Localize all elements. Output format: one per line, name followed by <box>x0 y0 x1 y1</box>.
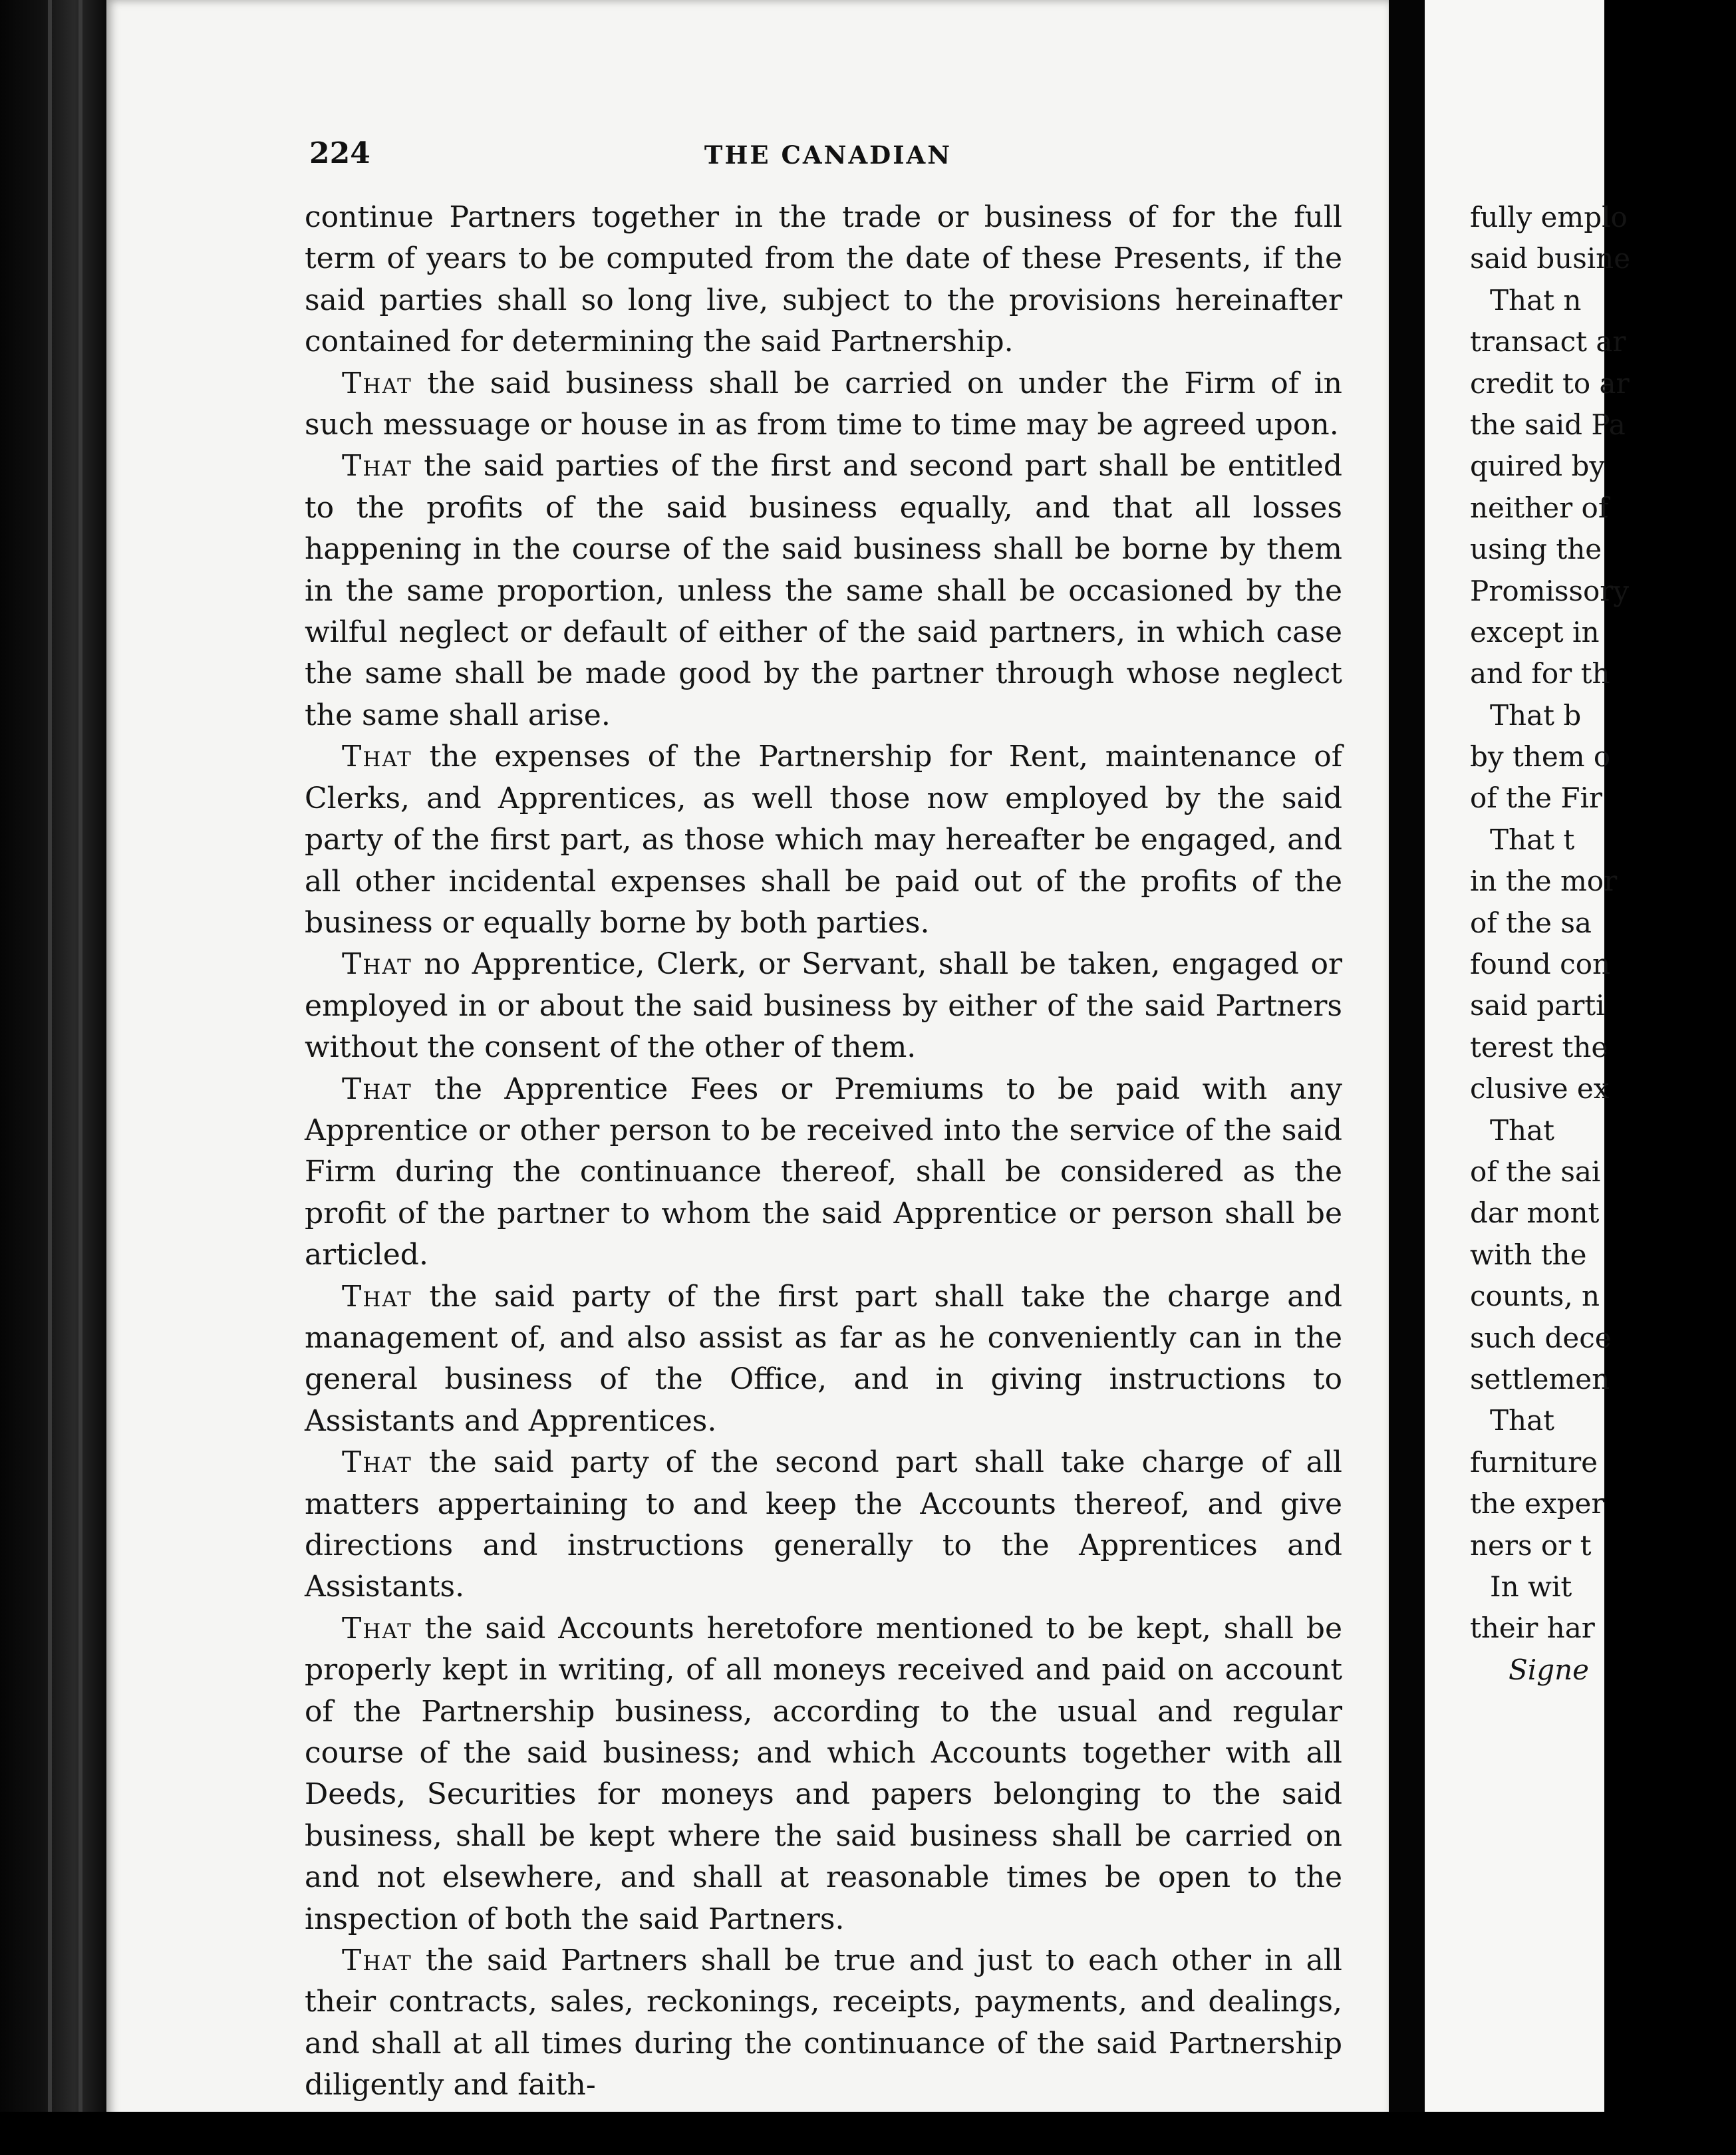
paragraph-text: the said Accounts heretofore mentioned to be kept, shall be properly kept in writing, of all moneys received and paid on account of the Partnership business, according to the usual and regular course of the said business; and which Accounts together with all Deeds, Securities for moneys and papers belonging to the said business, shall be kept where the said business shall be carried on and not elsewhere, and shall at reasonable times be open to the inspection of both the said Partners. <box>305 1611 1342 1936</box>
facing-page-line: the said Pa <box>1470 408 1626 441</box>
facing-page-line: such dece <box>1470 1321 1612 1354</box>
facing-page-line: furniture <box>1470 1445 1598 1479</box>
facing-page-line: fully emplo <box>1470 201 1628 233</box>
paragraph-lead-word: That <box>342 947 412 982</box>
facing-page-line: Signe <box>1509 1653 1589 1686</box>
paragraph-text: the said party of the first part shall take the charge and management of, and also assist as far as he conveniently can in the general business of the Office, and in giving instructions to Assistants and Apprentices. <box>305 1279 1342 1438</box>
facing-page-line: dar mont <box>1470 1197 1600 1230</box>
paragraph-text: the expenses of the Partnership for Rent, maintenance of Clerks, and Apprentices, as well those now employed by the said party of the first part, as those which may hereafter be engaged, and all other incidental expenses shall be paid out of the profits of the business or equally borne by both parties. <box>305 740 1342 940</box>
paragraph-lead-word: That <box>342 1611 412 1646</box>
paragraph <box>305 1442 1342 1608</box>
paragraph <box>305 944 1342 1068</box>
facing-page-line: credit to ar <box>1470 366 1630 400</box>
facing-page-line: except in <box>1470 615 1600 648</box>
facing-page-line: transact ar <box>1470 325 1626 359</box>
facing-page-line: neither of <box>1470 491 1609 524</box>
facing-page-line: their har <box>1470 1612 1595 1645</box>
facing-page-line: said parti <box>1470 989 1605 1022</box>
paragraph <box>305 736 1342 944</box>
paragraph-lead-word: That <box>342 1072 412 1106</box>
scanner-bottom-edge <box>0 2112 1604 2155</box>
paragraph <box>305 1940 1342 2106</box>
facing-page-line: terest the <box>1470 1030 1608 1064</box>
page-number: 224 <box>309 136 370 170</box>
facing-page-line: of the Fir <box>1470 782 1602 815</box>
paragraph-text: the said party of the second part shall take charge of all matters appertaining to and keep the Accounts thereof, and give directions and instructions generally to the Apprentices and Assistants. <box>305 1445 1342 1604</box>
facing-page-lines <box>1470 197 1736 1691</box>
facing-page-line: by them o <box>1470 740 1611 774</box>
paragraph <box>305 363 1342 446</box>
paragraph <box>305 1608 1342 1940</box>
paragraph-lead-word: That <box>342 449 412 484</box>
facing-page-line: That <box>1490 1113 1554 1147</box>
facing-page-line: counts, n <box>1470 1280 1600 1313</box>
page-body-text <box>305 197 1342 2106</box>
paragraph-text: the said parties of the first and second part shall be entitled to the profits of the said business equally, and that all losses happening in the course of the said business shall be borne by them in the same proportion, unless the same shall be occasioned by the wilful neglect or default of either of the said partners, in which case the same shall be made good by the partner through whose neglect the same shall arise. <box>305 449 1342 732</box>
paragraph-lead-word: That <box>342 1279 412 1314</box>
paragraph-text: the said Partners shall be true and just to each other in all their contracts, sales, reckonings, receipts, payments, and dealings, and shall at all times during the continuance of the said Partnership diligently and faith- <box>305 1943 1342 2102</box>
running-head <box>309 136 1347 174</box>
paragraph-text: no Apprentice, Clerk, or Servant, shall be taken, engaged or employed in or about the said business by either of the said Partners without the consent of the other of them. <box>305 947 1342 1065</box>
facing-page-line: In wit <box>1490 1570 1572 1603</box>
paragraph <box>305 446 1342 736</box>
book-binding-edge <box>0 0 106 2155</box>
paragraph-lead-word: That <box>342 366 412 400</box>
facing-page-line: with the <box>1470 1238 1587 1271</box>
facing-page-line: and for th <box>1470 657 1610 690</box>
facing-page-line: Promissory <box>1470 574 1630 607</box>
facing-page-line: said busine <box>1470 242 1631 275</box>
paragraph-lead-word: That <box>342 1445 412 1480</box>
facing-page-line: using the <box>1470 533 1602 566</box>
facing-page-line: clusive ex <box>1470 1072 1610 1105</box>
facing-page-line: That t <box>1490 823 1575 856</box>
facing-page-line: found con <box>1470 948 1611 981</box>
facing-page-line: ners or t <box>1470 1528 1592 1562</box>
facing-page-line: of the sa <box>1470 906 1592 939</box>
facing-page-fragment <box>1425 0 1631 2155</box>
facing-page-line: in the mor <box>1470 865 1618 898</box>
running-title: THE CANADIAN <box>704 140 952 170</box>
paragraph-lead-word: That <box>342 740 412 774</box>
facing-page-line: the exper <box>1470 1487 1605 1520</box>
facing-page-line: quired by <box>1470 450 1606 483</box>
binding-line <box>48 0 52 2155</box>
facing-page-line: settlemen <box>1470 1362 1610 1395</box>
binding-line <box>78 0 82 2155</box>
paragraph-text: the Apprentice Fees or Premiums to be paid with any Apprentice or other person to be received into the service of the said Firm during the continuance thereof, shall be considered as the profit of the partner to whom the said Apprentice or person shall be articled. <box>305 1072 1342 1272</box>
book-gutter <box>1389 0 1425 2155</box>
paragraph-text: continue Partners together in the trade or business of for the full term of years to be computed from the date of these Presents, if the said parties shall so long live, subject to the provisions hereinafter contained for determining the said Partnership. <box>305 200 1342 359</box>
paragraph-lead-word: That <box>342 1943 412 1978</box>
paragraph <box>305 1069 1342 1276</box>
facing-page-line: That <box>1490 1404 1554 1437</box>
paragraph-text: the said business shall be carried on under the Firm of in such messuage or house in as from time to time may be agreed upon. <box>305 366 1342 442</box>
paragraph <box>305 1276 1342 1443</box>
facing-page-line: That n <box>1490 283 1582 317</box>
paragraph <box>305 197 1342 363</box>
facing-page-line: of the sai <box>1470 1155 1601 1188</box>
facing-page-line: That b <box>1490 698 1582 732</box>
